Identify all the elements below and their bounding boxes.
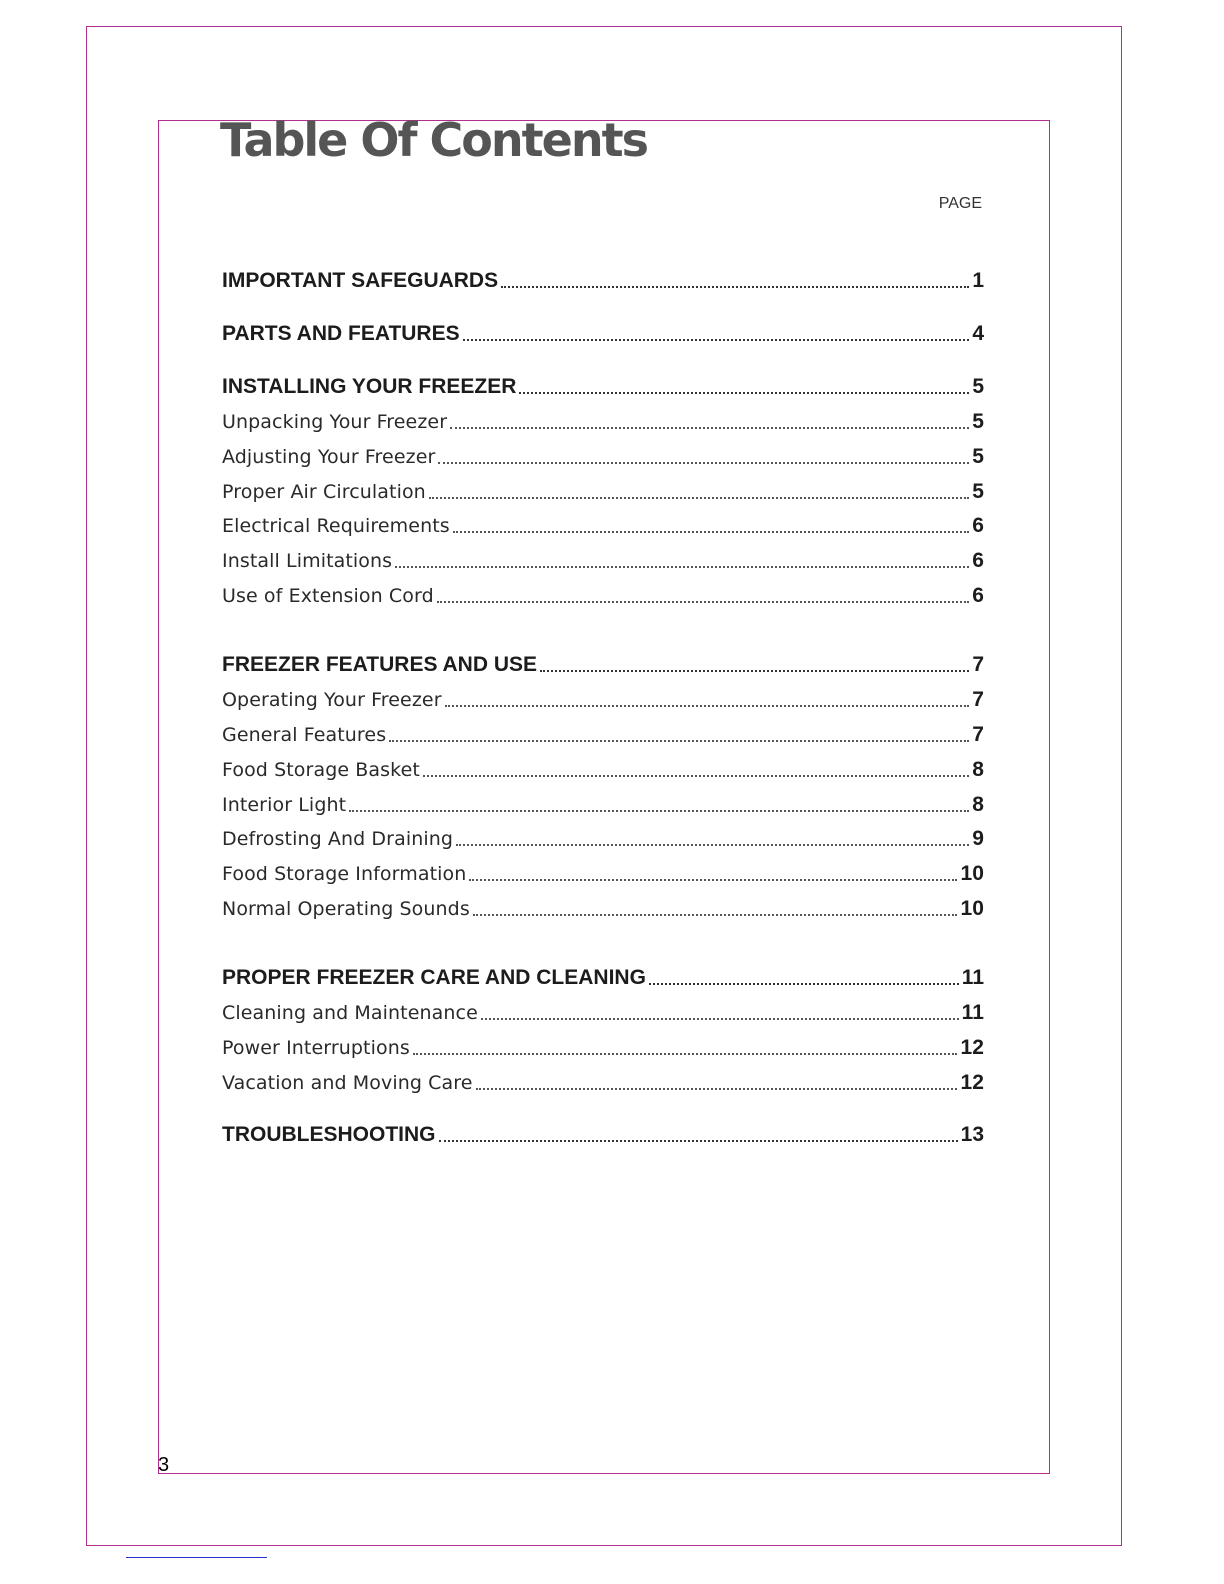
toc-entry-label: PROPER FREEZER CARE AND CLEANING <box>222 966 646 989</box>
toc-entry-page: 1 <box>972 269 984 292</box>
toc-entry-page: 5 <box>972 410 984 433</box>
dot-leader <box>501 286 969 288</box>
dot-leader <box>439 1140 958 1142</box>
dot-leader <box>413 1053 958 1055</box>
toc-entry-label: INSTALLING YOUR FREEZER <box>222 375 517 398</box>
toc-entry-use-of-extension-cord[interactable] <box>222 581 984 611</box>
toc-entry-page: 11 <box>961 1001 984 1024</box>
toc-entry-page: 5 <box>972 375 984 398</box>
toc-entry-power-interruptions[interactable] <box>222 1033 984 1063</box>
toc-entry-label: Cleaning and Maintenance <box>222 1002 478 1024</box>
dot-leader <box>476 1088 958 1090</box>
toc-entry-defrosting-and-draining[interactable] <box>222 824 984 854</box>
toc-entry-label: Interior Light <box>222 794 347 816</box>
toc-entry-page: 7 <box>972 723 984 746</box>
dot-leader <box>445 705 970 707</box>
dot-leader <box>395 566 969 568</box>
dot-leader <box>469 879 957 881</box>
toc-entry-install-limitations[interactable] <box>222 546 984 576</box>
dot-leader <box>481 1018 959 1020</box>
toc-entry-page: 12 <box>960 1071 984 1094</box>
toc-entry-page: 13 <box>960 1123 984 1146</box>
toc-entry-page: 9 <box>972 827 984 850</box>
dot-leader <box>519 392 969 394</box>
toc-entry-freezer-features-and-use[interactable] <box>222 650 984 680</box>
toc-entry-page: 8 <box>972 793 984 816</box>
toc-entry-page: 8 <box>972 758 984 781</box>
toc-entry-interior-light[interactable] <box>222 790 984 820</box>
toc-entry-general-features[interactable] <box>222 720 984 750</box>
toc-entry-label: Normal Operating Sounds <box>222 898 470 920</box>
toc-entry-label: Proper Air Circulation <box>222 481 426 503</box>
toc-entry-page: 7 <box>972 688 984 711</box>
toc-entry-parts-and-features[interactable] <box>222 319 984 349</box>
dot-leader <box>438 462 969 464</box>
toc-entry-page: 5 <box>972 445 984 468</box>
toc-entry-page: 10 <box>960 862 984 885</box>
toc-entry-page: 5 <box>972 480 984 503</box>
toc-entry-adjusting-your-freezer[interactable] <box>222 442 984 472</box>
toc-entry-label: FREEZER FEATURES AND USE <box>222 653 538 676</box>
dot-leader <box>450 427 969 429</box>
page-number: 3 <box>158 1454 170 1476</box>
toc-entry-page: 6 <box>972 584 984 607</box>
dot-leader <box>437 601 969 603</box>
toc-entry-vacation-and-moving-care[interactable] <box>222 1068 984 1098</box>
toc-entry-label: Unpacking Your Freezer <box>222 411 448 433</box>
dot-leader <box>456 844 969 846</box>
toc-entry-proper-freezer-care-and-cleaning[interactable] <box>222 963 984 993</box>
toc-entry-troubleshooting[interactable] <box>222 1120 984 1150</box>
toc-entry-label: Power Interruptions <box>222 1037 410 1059</box>
page-column-header: PAGE <box>938 195 982 212</box>
dot-leader <box>423 775 969 777</box>
dot-leader <box>540 670 969 672</box>
toc-entry-installing-your-freezer[interactable] <box>222 372 984 402</box>
toc-entry-label: Vacation and Moving Care <box>222 1072 473 1094</box>
toc-entry-page: 11 <box>961 966 984 989</box>
toc-entry-page: 10 <box>960 897 984 920</box>
toc-entry-label: Food Storage Information <box>222 863 467 885</box>
dot-leader <box>389 740 969 742</box>
toc-entry-label: TROUBLESHOOTING <box>222 1123 436 1146</box>
toc-entry-label: Food Storage Basket <box>222 759 420 781</box>
dot-leader <box>463 339 970 341</box>
toc-entry-page: 7 <box>972 653 984 676</box>
toc-entry-unpacking-your-freezer[interactable] <box>222 407 984 437</box>
toc-entry-important-safeguards[interactable] <box>222 266 984 296</box>
toc-entry-label: Defrosting And Draining <box>222 828 454 850</box>
toc-entry-label: Adjusting Your Freezer <box>222 446 436 468</box>
dot-leader <box>349 810 969 812</box>
toc-entry-page: 6 <box>972 549 984 572</box>
toc-entry-label: Install Limitations <box>222 550 393 572</box>
page-title: Table Of Contents <box>220 113 647 167</box>
toc-entry-food-storage-basket[interactable] <box>222 755 984 785</box>
dot-leader <box>649 983 959 985</box>
toc-entry-label: Electrical Requirements <box>222 515 450 537</box>
toc-entry-label: General Features <box>222 724 387 746</box>
toc-entry-operating-your-freezer[interactable] <box>222 685 984 715</box>
toc-entry-page: 4 <box>972 322 984 345</box>
dot-leader <box>473 914 958 916</box>
toc-entry-label: Use of Extension Cord <box>222 585 434 607</box>
toc-entry-page: 12 <box>960 1036 984 1059</box>
toc-entry-page: 6 <box>972 514 984 537</box>
toc-entry-food-storage-information[interactable] <box>222 859 984 889</box>
toc-entry-electrical-requirements[interactable] <box>222 511 984 541</box>
toc-entry-cleaning-and-maintenance[interactable] <box>222 998 984 1028</box>
bottom-rule <box>126 1557 267 1558</box>
toc-entry-label: Operating Your Freezer <box>222 689 442 711</box>
toc-entry-label: IMPORTANT SAFEGUARDS <box>222 269 499 292</box>
toc-entry-label: PARTS AND FEATURES <box>222 322 460 345</box>
dot-leader <box>453 531 969 533</box>
toc-entry-proper-air-circulation[interactable] <box>222 477 984 507</box>
toc-entry-normal-operating-sounds[interactable] <box>222 894 984 924</box>
dot-leader <box>429 497 969 499</box>
